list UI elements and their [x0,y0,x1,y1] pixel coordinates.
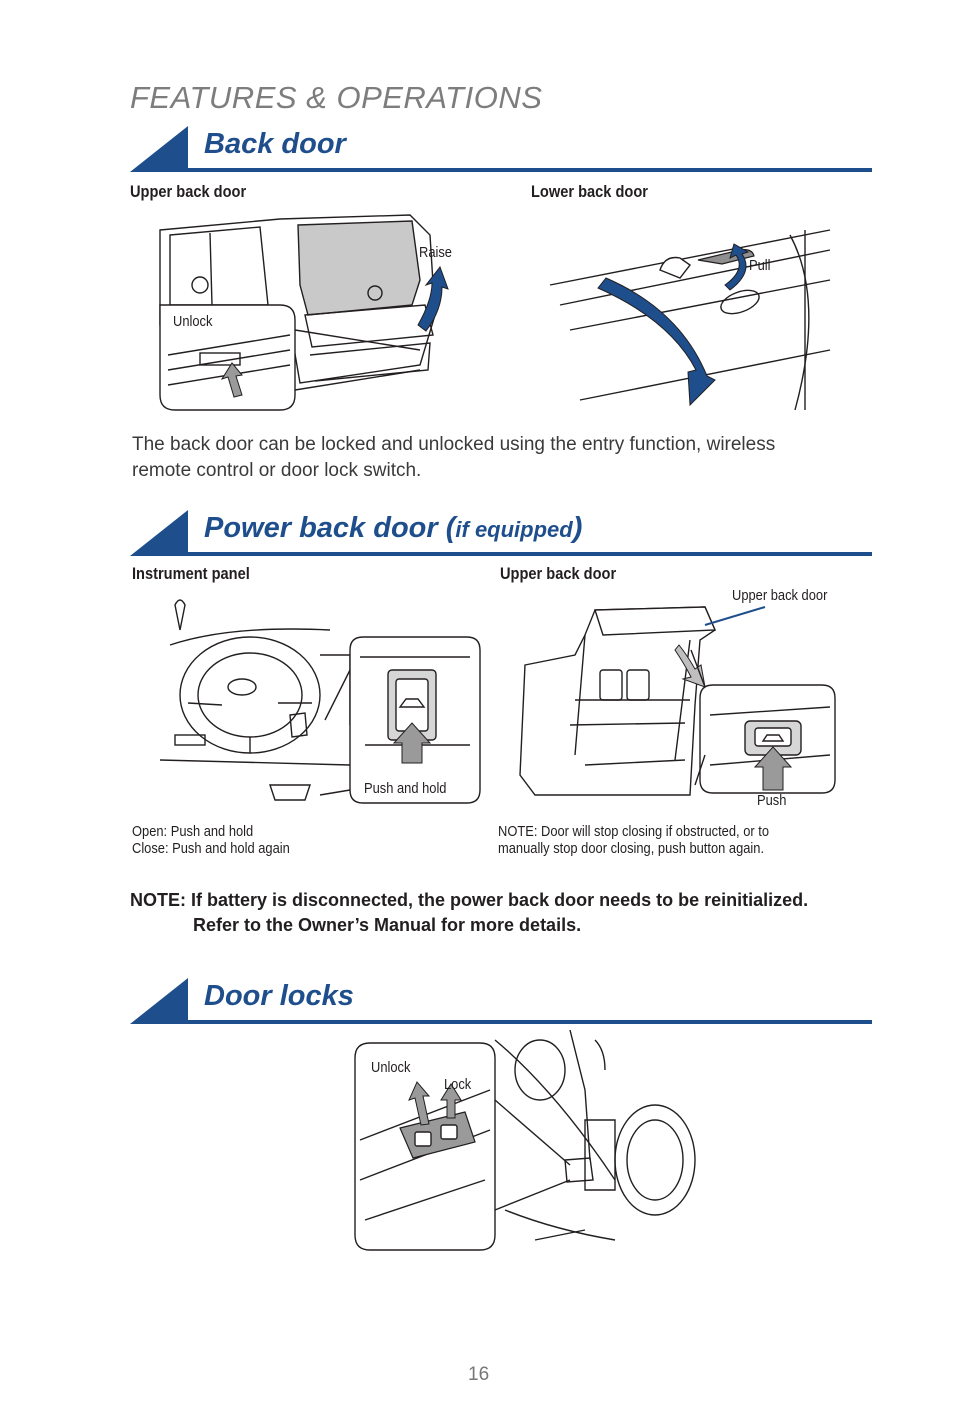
section-title-subtitle: if equipped [455,517,573,542]
section-back-door [130,126,872,172]
instrument-panel-illustration [150,595,480,810]
lower-back-door-label: Lower back door [531,182,648,201]
power-door-note-line1: NOTE: Door will stop closing if obstructed, or to [498,823,770,840]
upper-back-door-label-2: Upper back door [500,564,617,583]
back-door-description [132,432,852,484]
section-tab [130,126,188,172]
section-power-back-door [130,510,872,556]
upper-back-door-label: Upper back door [130,182,247,201]
section-tab [130,510,188,556]
section-title: Door locks [204,980,354,1012]
section-rule [188,168,872,172]
section-title-main: Power back door ( [204,512,456,544]
door-lock-label: Lock [444,1076,472,1093]
close-caption: Close: Push and hold again [132,840,290,857]
section-rule [188,1020,872,1024]
door-unlock-label: Unlock [371,1059,411,1076]
section-title-close: ) [572,512,583,544]
section-door-locks [130,978,872,1024]
open-caption: Open: Push and hold [132,823,254,840]
page-header: FEATURES & OPERATIONS [130,80,543,115]
battery-note-line1: NOTE: If battery is disconnected, the power back door needs to be reinitialized. [130,890,809,910]
section-title: Back door [204,128,346,160]
power-upper-back-door-illustration [515,595,840,810]
section-rule [188,552,872,556]
page-number: 16 [468,1364,490,1385]
lower-back-door-illustration [540,210,840,415]
section-tab [130,978,188,1024]
pull-label: Pull [749,257,771,274]
open-close-caption [132,823,290,857]
instrument-panel-label: Instrument panel [132,564,250,583]
upper-back-door-illustration [150,205,450,415]
push-and-hold-label: Push and hold [364,780,447,797]
back-door-description-line1: The back door can be locked and unlocked using the entry function, wireless [132,434,776,455]
section-title [204,512,582,545]
push-label: Push [757,792,787,809]
power-door-note-line2: manually stop door closing, push button again. [498,840,765,857]
battery-note-line2: Refer to the Owner’s Manual for more details. [193,915,582,935]
raise-label: Raise [419,244,452,261]
back-door-description-line2: remote control or door lock switch. [132,460,422,481]
unlock-label: Unlock [173,313,213,330]
power-door-note [498,823,769,857]
upper-back-door-callout: Upper back door [732,587,828,604]
